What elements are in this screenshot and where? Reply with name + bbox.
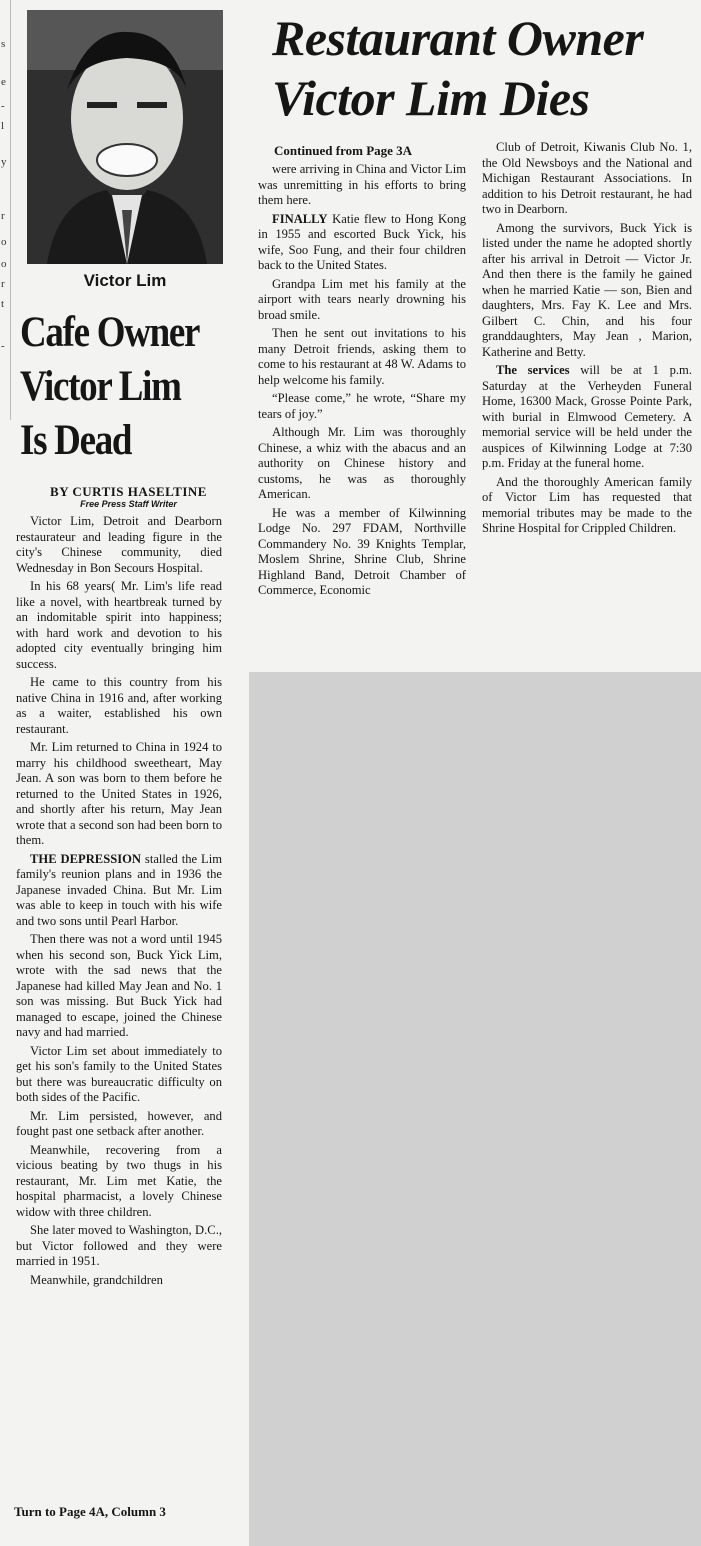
paragraph-text: Victor Lim set about immediately to get his son's family to the United States but there was bureaucratic difficulty on both sides of the Pacific. [16, 1043, 222, 1104]
paragraph [16, 1109, 222, 1140]
paragraph-text: were arriving in China and Victor Lim was unremitting in his efforts to bring them here. [258, 162, 466, 207]
paragraph [258, 425, 466, 503]
margin-fragment: - [1, 100, 5, 112]
left-clipping [0, 0, 249, 1546]
paragraph-text: Mr. Lim returned to China in 1924 to marry his childhood sweetheart, May Jean. A son was born to them before he returned to the United States in 1926, and shortly after his return, May Jean wrote that a second son had been born to them. [16, 740, 222, 847]
paragraph [482, 475, 692, 537]
margin-fragment: l [1, 120, 5, 132]
paragraph-text: Then there was not a word until 1945 when his second son, Buck Yick Lim, wrote with the sad news that the Japanese had killed May Jean and No. 1 son was missing. But Buck Yick had managed to escape, joined the Chinese navy and had married. [16, 932, 222, 1039]
paragraph-text: Grandpa Lim met his family at the airport with tears nearly drowning his broad smile. [258, 276, 466, 322]
paragraph [482, 221, 692, 361]
paragraph-text: And the thoroughly American family of Victor Lim has requested that memorial tributes may be made to the Shrine Hospital for Crippled Children. [482, 474, 692, 535]
paragraph-text: Then he sent out invitations to his many Detroit friends, asking them to come to his restaurant at 48 W. Adams to help welcome his family. [258, 326, 466, 387]
paragraph-text: stalled the Lim family's reunion plans and in 1936 the Japanese invaded China. But Mr. Lim was able to keep in touch with his wife and two sons until Pearl Harbor. [16, 851, 222, 928]
paragraph-text: He was a member of Kilwinning Lodge No. 297 FDAM, Northville Commandery No. 39 Knights Templar, Moslem Shrine, Shrine Club, Shrine Highland Band, Detroit Chamber of Commerce, Economic [258, 505, 466, 597]
left-headline-line: Victor Lim [20, 363, 181, 410]
paragraph-text: Although Mr. Lim was thoroughly Chinese, a whiz with the abacus and an authority on Chinese history and customs, he was as thoroughly American. [258, 425, 466, 501]
paragraph [258, 326, 466, 388]
paragraph [16, 579, 222, 672]
byline: BY CURTIS HASELTINE [50, 484, 207, 499]
victor-lim-photo [27, 10, 223, 264]
paragraph-lead: FINALLY [272, 211, 328, 226]
paragraph [258, 277, 466, 324]
paragraph [16, 852, 222, 930]
paragraph-text: “Please come,” he wrote, “Share my tears of joy.” [258, 391, 466, 421]
paragraph [258, 212, 466, 274]
paragraph-text: He came to this country from his native China in 1916 and, after working as a waiter, established his own restaurant. [16, 675, 222, 736]
margin-fragment: r [1, 278, 5, 290]
paragraph [258, 391, 466, 422]
jump-line: Turn to Page 4A, Column 3 [14, 1504, 166, 1519]
margin-fragment: y [1, 156, 7, 168]
right-headline [272, 8, 697, 128]
paragraph-text: Among the survivors, Buck Yick is listed under the name he adopted shortly after his arrival in Detroit — Victor Jr. And then there is the family he gained when he married Katie — son, Bien and daughters, Mrs. Fay K. Lee and Mrs. Gilbert C. Chin, and his four granddaughters, May Jean , Marion, Katherine and Betty. [482, 220, 692, 359]
margin-fragment: o [1, 236, 7, 248]
continued-line: Continued from Page 3A [274, 143, 413, 158]
paragraph [482, 140, 692, 218]
paragraph-text: Meanwhile, recovering from a vicious beating by two thugs in his restaurant, Mr. Lim met Katie, the hospital pharmacist, a lovely Chinese widow with three children. [16, 1142, 222, 1219]
paragraph [16, 740, 222, 849]
paragraph-text: Victor Lim, Detroit and Dearborn restaurateur and leading figure in the city's Chinese community, died Wednesday in Bon Secours Hospital. [16, 514, 222, 575]
margin-fragments [0, 0, 11, 420]
left-headline [20, 306, 214, 468]
paragraph [16, 1223, 222, 1270]
paragraph-text: She later moved to Washington, D.C., but Victor followed and they were married in 1951. [16, 1223, 222, 1268]
paragraph [258, 162, 466, 209]
middle-article-column [258, 162, 466, 602]
paragraph [16, 675, 222, 737]
paragraph-text: will be at 1 p.m. Saturday at the Verheyden Funeral Home, 16300 Mack, Grosse Pointe Park, with burial in Elmwood Cemetery. A memorial service will be held under the auspices of Kilwinning Lodge at 7:30 p.m. Friday at the funeral home. [482, 363, 692, 470]
paragraph-text: Meanwhile, grandchildren [30, 1272, 163, 1287]
paragraph [16, 1273, 222, 1289]
margin-fragment: r [1, 210, 5, 222]
byline-title: Free Press Staff Writer [80, 499, 177, 509]
left-headline-line: Is Dead [20, 417, 132, 464]
left-article-column [16, 514, 222, 1291]
margin-fragment: s [1, 38, 6, 50]
paragraph-text: Katie flew to Hong Kong in 1955 and escorted Buck Yick, his wife, Soo Fung, and their four children back to the United States. [258, 211, 466, 272]
margin-fragment: - [1, 340, 5, 352]
paragraph [482, 363, 692, 472]
photo-caption: Victor Lim [83, 271, 167, 290]
paragraph [16, 932, 222, 1041]
left-headline-line: Cafe Owner [20, 309, 200, 356]
paragraph-text: Mr. Lim persisted, however, and fought past one setback after another. [16, 1108, 222, 1138]
right-article-column [482, 140, 692, 540]
paragraph-lead: The services [496, 363, 570, 377]
paragraph [16, 1143, 222, 1221]
paragraph [16, 1044, 222, 1106]
margin-fragment: t [1, 298, 5, 310]
margin-fragment: o [1, 258, 7, 270]
paragraph-lead: THE DEPRESSION [30, 851, 141, 866]
right-headline-line: Victor Lim Dies [272, 70, 590, 126]
margin-fragment: e [1, 76, 6, 88]
paragraph-text: Club of Detroit, Kiwanis Club No. 1, the Old Newsboys and the National and Michigan Restaurant Associations. In addition to his Detroit restaurant, he had two in Dearborn. [482, 140, 692, 216]
paragraph [16, 514, 222, 576]
right-headline-line: Restaurant Owner [272, 10, 644, 66]
paragraph-text: In his 68 years( Mr. Lim's life read like a novel, with heartbreak turned by an indomitable spirit into happiness; with hard work and devotion to his adopted city eventually bringing him success. [16, 579, 222, 671]
paragraph [258, 506, 466, 599]
